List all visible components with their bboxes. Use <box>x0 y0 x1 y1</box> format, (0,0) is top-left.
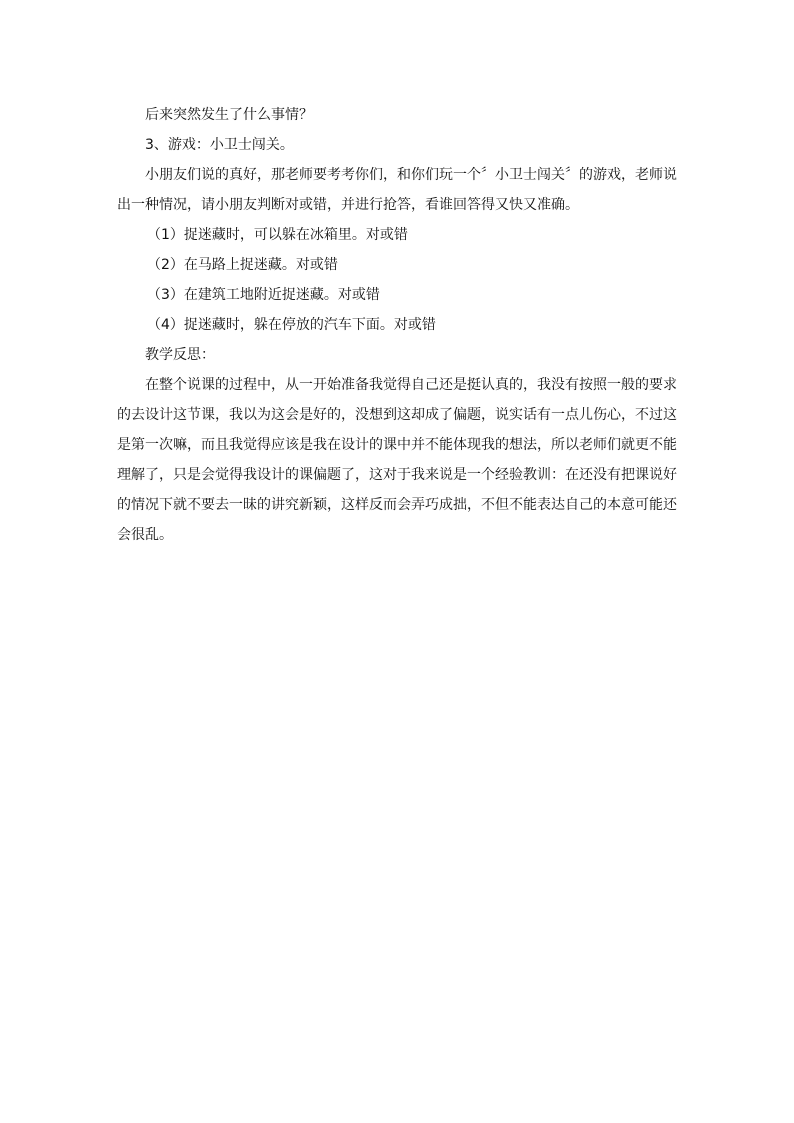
reflection-body: 在整个说课的过程中，从一开始准备我觉得自己还是挺认真的，我没有按照一般的要求的去设计这节课，我以为这会是好的，没想到这却成了偏题，说实话有一点儿伤心，不过这是第一次嘛，而且我觉得应该是我在设计的课中并不能体现我的想法，所以老师们就更不能理解了，只是会觉得我设计的课偏题了，这对于我来说是一个经验教训：在还没有把课说好的情况下就不要去一昧的讲究新颖，这样反而会弄巧成拙，不但不能表达自己的本意可能还会很乱。 <box>117 377 677 543</box>
list-item: （4）捉迷藏时，躲在停放的汽车下面。对或错 <box>147 317 436 333</box>
list-item: （1）捉迷藏时，可以躲在冰箱里。对或错 <box>147 227 408 243</box>
list-item: （3）在建筑工地附近捉迷藏。对或错 <box>147 287 380 303</box>
list-item: （2）在马路上捉迷藏。对或错 <box>147 257 338 273</box>
reflection-heading: 教学反思： <box>145 347 215 363</box>
paragraph-game-heading: 3、游戏：小卫士闯关。 <box>145 137 294 153</box>
paragraph-game-intro: 小朋友们说的真好，那老师要考考你们，和你们玩一个〞小卫士闯关〞的游戏，老师说出一种情况，请小朋友判断对或错，并进行抢答，看谁回答得又快又准确。 <box>117 167 677 213</box>
document-content <box>117 100 677 550</box>
paragraph-question: 后来突然发生了什么事情？ <box>145 107 313 123</box>
